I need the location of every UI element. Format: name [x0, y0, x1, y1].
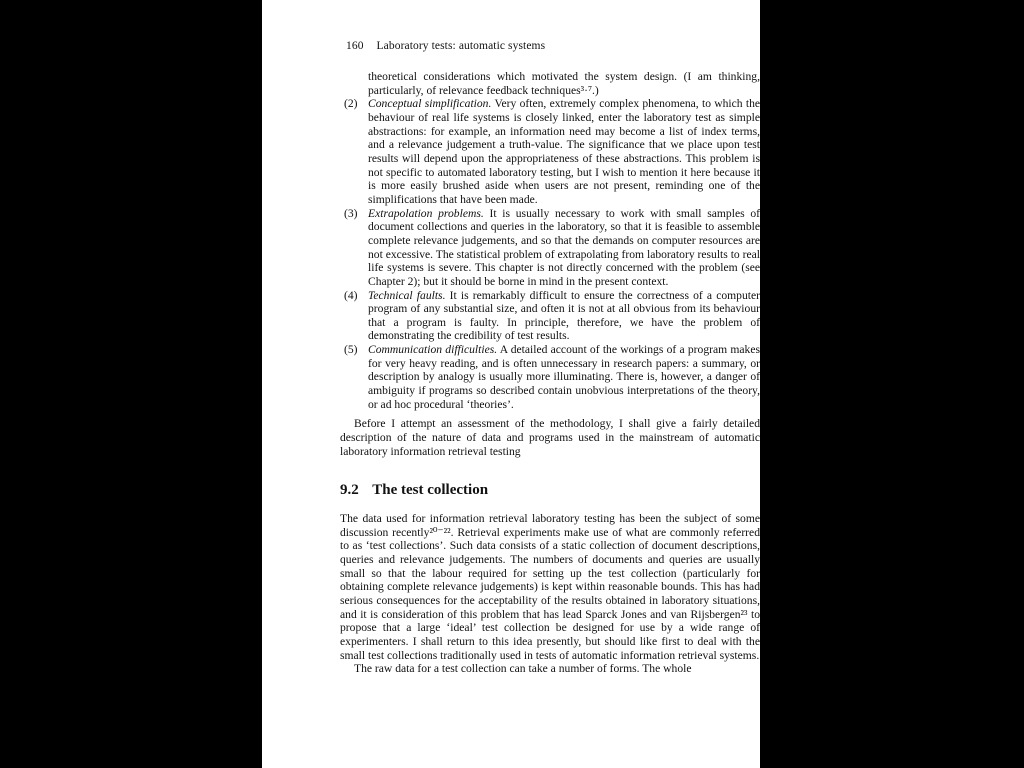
list-item [340, 289, 760, 344]
section-title: The test collection [372, 482, 489, 499]
item-title: Extrapolation problems. [368, 206, 484, 220]
list-item [340, 97, 760, 206]
item-number: (3) [344, 206, 358, 220]
list-item [340, 343, 760, 411]
section-number: 9.2 [340, 482, 359, 499]
item-text: A detailed account of the workings of a program makes for very heavy reading, and is often unnecessary in research papers: a summary, or description by analogy is usually more illuminating. There is, however, a danger of ambiguity if programs so described contain unobvious interpretations of the theory, or ad hoc procedural ‘theories’. [368, 343, 761, 411]
section-heading [340, 484, 760, 498]
body-paragraph: The raw data for a test collection can take a number of forms. The whole [354, 662, 692, 676]
item-number: (4) [344, 288, 358, 302]
item-title: Technical faults. [368, 288, 446, 302]
item-text: It is remarkably difficult to ensure the correctness of a computer program of any substantial size, and often it is not at all obvious from its behaviour that a program is faulty. In principle, therefore, we have the problem of demonstrating the credibility of test results. [368, 288, 760, 343]
item-number: (5) [344, 343, 358, 357]
page-number: 160 [346, 40, 364, 52]
item-text: It is usually necessary to work with small samples of document collections and queries in the laboratory, so that it is feasible to assemble complete relevance judgements, and so that the demands on computer resources are not excessive. The statistical problem of extrapolating from laboratory results to real life systems is severe. This chapter is not directly concerned with the problem (see Chapter 2); but it should be borne in mind in the present context. [368, 206, 760, 288]
running-header [346, 40, 545, 52]
page-body [340, 70, 760, 676]
continued-item-text: theoretical considerations which motivated the system design. (I am thinking, particularly, of relevance feedback techniques³·⁷.) [368, 70, 760, 97]
page-edge-shadow [760, 0, 778, 768]
running-title: Laboratory tests: automatic systems [376, 40, 546, 52]
item-text: Very often, extremely complex phenomena, to which the behaviour of real life systems is closely linked, enter the laboratory test as simple abstractions: for example, an information need may become a list of index terms, and a relevance judgement a truth-value. The significance that we place upon test results will depend upon the appropriateness of these abstractions. This problem is not specific to automated laboratory testing, but I wish to mention it here because it is more easily brushed aside when users are not present, reminding one of the simplifications that have been made. [368, 97, 761, 206]
item-number: (2) [344, 97, 358, 111]
list-item [340, 207, 760, 289]
body-paragraph: The data used for information retrieval laboratory testing has been the subject of some discussion recently²⁰⁻²². Retrieval experiments make use of what are commonly referred to as ‘test collections’. Such data consists of a static collection of document descriptions, queries and relevance judgements. The numbers of documents and queries are usually small so that the labour required for setting up the test collection (particularly for obtaining complete relevance judgements) is kept within reasonable bounds. This has had serious consequences for the acceptability of the results obtained in laboratory situations, and it is consideration of this problem that has lead Sparck Jones and van Rijsbergen²³ to propose that a large ‘ideal’ test collection be designed for use by a wide range of experimenters. I shall return to this idea presently, but should like first to deal with the small test collections traditionally used in tests of automatic information retrieval systems. [340, 512, 760, 662]
body-paragraph: Before I attempt an assessment of the methodology, I shall give a fairly detailed description of the nature of data and programs used in the mainstream of automatic laboratory information retrieval testing [340, 417, 760, 458]
item-title: Conceptual simplification. [368, 97, 492, 111]
item-title: Communication difficulties. [368, 343, 498, 357]
